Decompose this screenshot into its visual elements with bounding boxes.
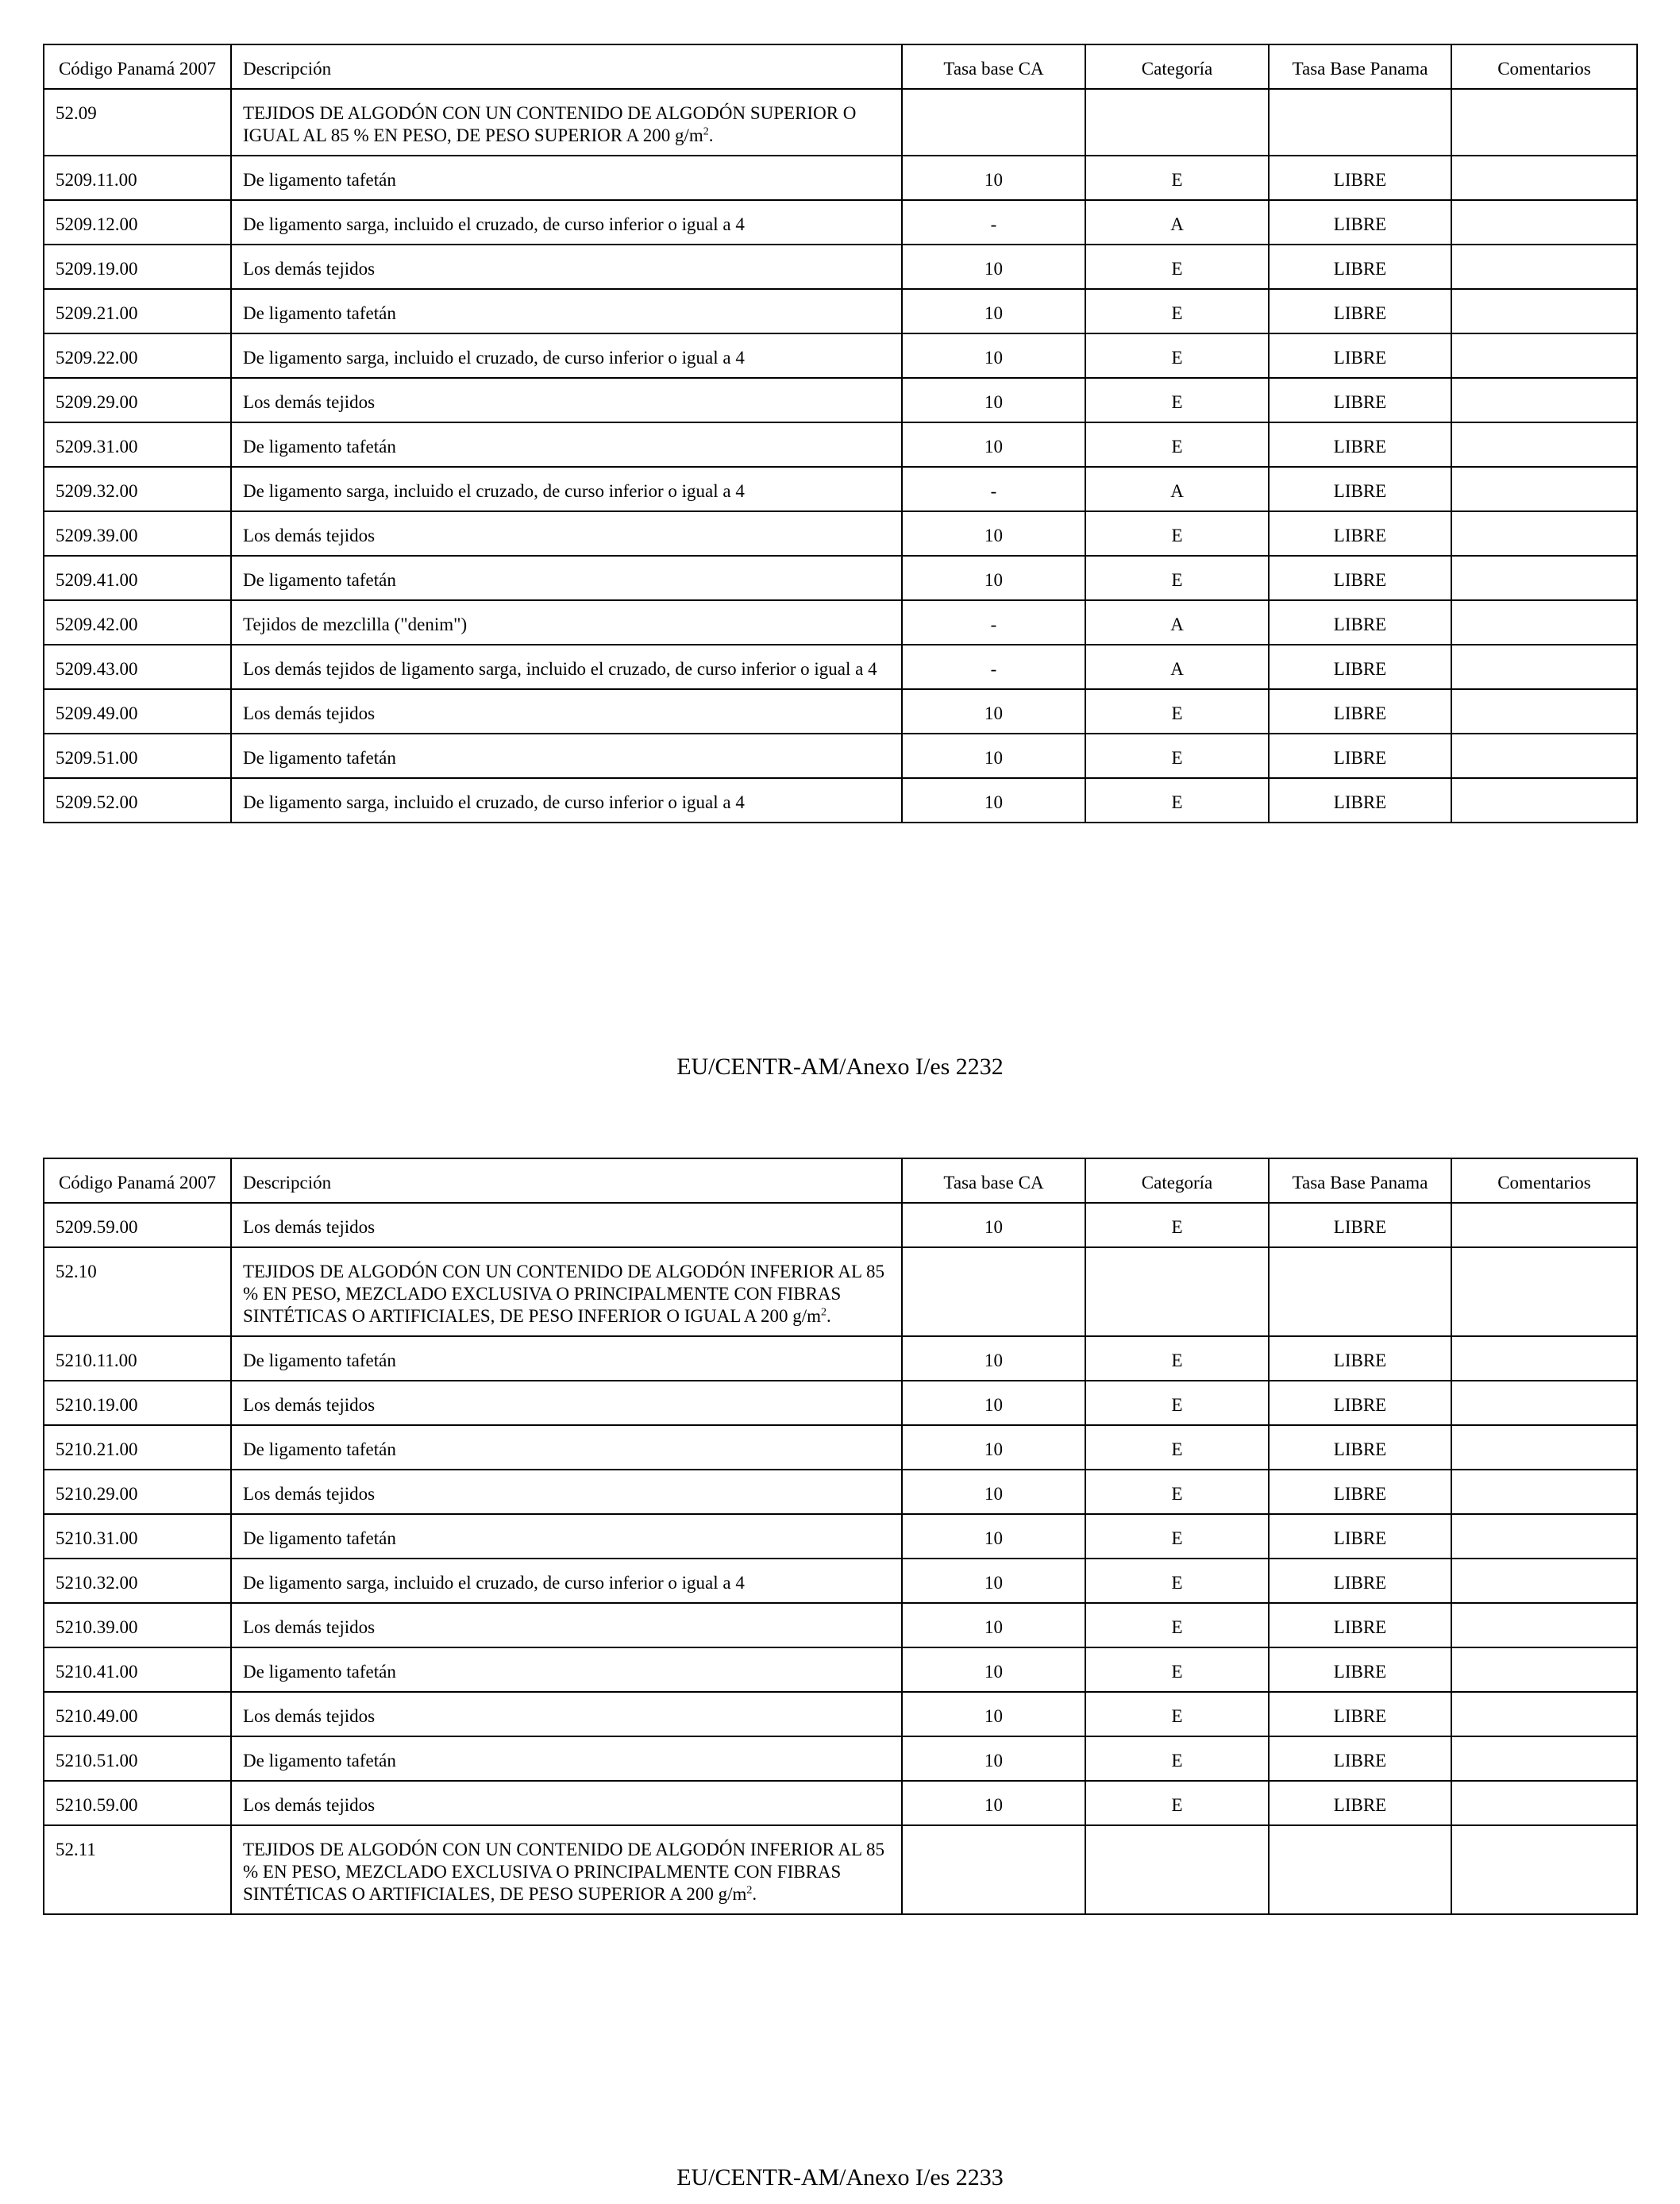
header-row <box>44 44 1637 89</box>
cell-comentarios <box>1451 1425 1637 1470</box>
cell-comentarios <box>1451 1559 1637 1603</box>
cell-comentarios <box>1451 156 1637 200</box>
cell-categoria: E <box>1085 1559 1269 1603</box>
cell-categoria: E <box>1085 556 1269 600</box>
cell-tasa-base-ca: 10 <box>902 245 1085 289</box>
table-row <box>44 467 1637 511</box>
cell-comentarios <box>1451 1736 1637 1781</box>
cell-code: 5209.52.00 <box>44 778 231 823</box>
table-row <box>44 89 1637 156</box>
cell-code: 5210.31.00 <box>44 1514 231 1559</box>
cell-description: De ligamento tafetán <box>231 156 902 200</box>
cell-categoria: E <box>1085 1381 1269 1425</box>
cell-categoria: E <box>1085 1425 1269 1470</box>
cell-code: 5209.31.00 <box>44 422 231 467</box>
table-row <box>44 1781 1637 1825</box>
description-end: . <box>708 125 714 145</box>
cell-categoria: E <box>1085 1781 1269 1825</box>
cell-comentarios <box>1451 200 1637 245</box>
cell-tasa-base-panama: LIBRE <box>1269 200 1451 245</box>
cell-code: 5209.49.00 <box>44 689 231 734</box>
header-tasa-base-ca: Tasa base CA <box>902 44 1085 89</box>
header-tasa-base-ca: Tasa base CA <box>902 1158 1085 1203</box>
cell-description: Los demás tejidos <box>231 1781 902 1825</box>
cell-tasa-base-panama: LIBRE <box>1269 556 1451 600</box>
cell-categoria: E <box>1085 689 1269 734</box>
header-tasa-base-panama: Tasa Base Panama <box>1269 44 1451 89</box>
table-row <box>44 1336 1637 1381</box>
cell-categoria: A <box>1085 200 1269 245</box>
table-row <box>44 734 1637 778</box>
cell-tasa-base-ca: 10 <box>902 1647 1085 1692</box>
description-end: . <box>752 1884 757 1904</box>
cell-comentarios <box>1451 1203 1637 1247</box>
cell-comentarios <box>1451 600 1637 645</box>
cell-description: De ligamento sarga, incluido el cruzado, de curso inferior o igual a 4 <box>231 467 902 511</box>
cell-code: 5210.11.00 <box>44 1336 231 1381</box>
cell-tasa-base-panama: LIBRE <box>1269 778 1451 823</box>
table-row <box>44 422 1637 467</box>
table-row <box>44 689 1637 734</box>
table-header <box>44 44 1637 89</box>
cell-description: Los demás tejidos <box>231 511 902 556</box>
table-row <box>44 1647 1637 1692</box>
cell-categoria: E <box>1085 1203 1269 1247</box>
cell-tasa-base-panama: LIBRE <box>1269 600 1451 645</box>
cell-code: 5209.29.00 <box>44 378 231 422</box>
cell-categoria: E <box>1085 511 1269 556</box>
cell-description: De ligamento tafetán <box>231 734 902 778</box>
cell-categoria: E <box>1085 245 1269 289</box>
cell-description: De ligamento tafetán <box>231 1514 902 1559</box>
table-row <box>44 1514 1637 1559</box>
table-row <box>44 1425 1637 1470</box>
cell-description: Los demás tejidos <box>231 1603 902 1647</box>
cell-tasa-base-panama: LIBRE <box>1269 1559 1451 1603</box>
page-footer: EU/CENTR-AM/Anexo I/es 2232 <box>676 1054 1004 1080</box>
cell-description: De ligamento tafetán <box>231 1736 902 1781</box>
cell-tasa-base-ca: 10 <box>902 734 1085 778</box>
cell-tasa-base-ca: 10 <box>902 1559 1085 1603</box>
tariff-table-page-2232 <box>43 44 1638 823</box>
cell-description: Los demás tejidos <box>231 1470 902 1514</box>
cell-categoria: E <box>1085 422 1269 467</box>
cell-tasa-base-ca: 10 <box>902 333 1085 378</box>
header-code: Código Panamá 2007 <box>44 44 231 89</box>
cell-comentarios <box>1451 1603 1637 1647</box>
cell-categoria: A <box>1085 645 1269 689</box>
cell-description: Los demás tejidos de ligamento sarga, incluido el cruzado, de curso inferior o igual a 4 <box>231 645 902 689</box>
cell-tasa-base-ca: 10 <box>902 289 1085 333</box>
table-row <box>44 600 1637 645</box>
cell-comentarios <box>1451 378 1637 422</box>
table-row <box>44 1247 1637 1336</box>
cell-code: 5209.21.00 <box>44 289 231 333</box>
cell-description: Los demás tejidos <box>231 1381 902 1425</box>
cell-tasa-base-ca: - <box>902 645 1085 689</box>
cell-tasa-base-panama: LIBRE <box>1269 1692 1451 1736</box>
table-row <box>44 200 1637 245</box>
table-row <box>44 511 1637 556</box>
cell-tasa-base-panama: LIBRE <box>1269 1647 1451 1692</box>
cell-description: De ligamento tafetán <box>231 422 902 467</box>
cell-tasa-base-ca <box>902 89 1085 156</box>
cell-categoria: E <box>1085 378 1269 422</box>
cell-comentarios <box>1451 556 1637 600</box>
cell-tasa-base-panama <box>1269 1825 1451 1914</box>
cell-tasa-base-panama <box>1269 89 1451 156</box>
cell-code: 5209.51.00 <box>44 734 231 778</box>
cell-tasa-base-panama: LIBRE <box>1269 1381 1451 1425</box>
cell-tasa-base-panama: LIBRE <box>1269 156 1451 200</box>
cell-code: 5209.59.00 <box>44 1203 231 1247</box>
table-row <box>44 289 1637 333</box>
cell-tasa-base-panama: LIBRE <box>1269 645 1451 689</box>
cell-categoria: E <box>1085 1736 1269 1781</box>
cell-categoria: A <box>1085 467 1269 511</box>
cell-comentarios <box>1451 645 1637 689</box>
cell-categoria: E <box>1085 778 1269 823</box>
table-row <box>44 645 1637 689</box>
cell-tasa-base-ca: 10 <box>902 422 1085 467</box>
cell-tasa-base-ca <box>902 1247 1085 1336</box>
cell-tasa-base-panama: LIBRE <box>1269 1781 1451 1825</box>
cell-tasa-base-panama: LIBRE <box>1269 1470 1451 1514</box>
cell-code: 5209.32.00 <box>44 467 231 511</box>
table-row <box>44 556 1637 600</box>
cell-comentarios <box>1451 1647 1637 1692</box>
cell-comentarios <box>1451 1514 1637 1559</box>
cell-tasa-base-ca: 10 <box>902 378 1085 422</box>
cell-description: De ligamento sarga, incluido el cruzado, de curso inferior o igual a 4 <box>231 333 902 378</box>
cell-description: Los demás tejidos <box>231 1203 902 1247</box>
cell-code: 5209.43.00 <box>44 645 231 689</box>
cell-tasa-base-panama <box>1269 1247 1451 1336</box>
cell-tasa-base-ca: 10 <box>902 1336 1085 1381</box>
cell-description <box>231 89 902 156</box>
table-row <box>44 778 1637 823</box>
cell-description <box>231 1247 902 1336</box>
table-row <box>44 1203 1637 1247</box>
cell-tasa-base-ca: 10 <box>902 511 1085 556</box>
cell-code: 5209.41.00 <box>44 556 231 600</box>
cell-comentarios <box>1451 778 1637 823</box>
cell-comentarios <box>1451 1247 1637 1336</box>
cell-tasa-base-ca: - <box>902 600 1085 645</box>
cell-tasa-base-panama: LIBRE <box>1269 467 1451 511</box>
cell-comentarios <box>1451 289 1637 333</box>
cell-code: 52.11 <box>44 1825 231 1914</box>
cell-categoria: E <box>1085 1336 1269 1381</box>
description-end: . <box>827 1306 831 1326</box>
cell-comentarios <box>1451 1781 1637 1825</box>
cell-tasa-base-ca: 10 <box>902 1425 1085 1470</box>
cell-tasa-base-panama: LIBRE <box>1269 289 1451 333</box>
cell-tasa-base-ca <box>902 1825 1085 1914</box>
cell-code: 5210.59.00 <box>44 1781 231 1825</box>
cell-description: De ligamento tafetán <box>231 1336 902 1381</box>
cell-tasa-base-ca: 10 <box>902 1781 1085 1825</box>
header-comentarios: Comentarios <box>1451 1158 1637 1203</box>
cell-categoria: E <box>1085 1647 1269 1692</box>
cell-code: 5209.39.00 <box>44 511 231 556</box>
cell-tasa-base-ca: - <box>902 467 1085 511</box>
cell-tasa-base-ca: 10 <box>902 1736 1085 1781</box>
cell-comentarios <box>1451 467 1637 511</box>
cell-description: Tejidos de mezclilla ("denim") <box>231 600 902 645</box>
cell-tasa-base-ca: 10 <box>902 1470 1085 1514</box>
cell-tasa-base-ca: 10 <box>902 1203 1085 1247</box>
table-row <box>44 1825 1637 1914</box>
cell-comentarios <box>1451 1336 1637 1381</box>
header-comentarios: Comentarios <box>1451 44 1637 89</box>
cell-description: De ligamento tafetán <box>231 289 902 333</box>
cell-code: 52.10 <box>44 1247 231 1336</box>
cell-categoria <box>1085 1825 1269 1914</box>
table-row <box>44 1470 1637 1514</box>
cell-tasa-base-ca: 10 <box>902 556 1085 600</box>
header-row <box>44 1158 1637 1203</box>
cell-description: De ligamento sarga, incluido el cruzado, de curso inferior o igual a 4 <box>231 778 902 823</box>
cell-categoria: E <box>1085 289 1269 333</box>
cell-code: 5210.19.00 <box>44 1381 231 1425</box>
cell-comentarios <box>1451 1381 1637 1425</box>
cell-tasa-base-ca: 10 <box>902 1603 1085 1647</box>
cell-categoria: E <box>1085 333 1269 378</box>
cell-tasa-base-ca: 10 <box>902 1514 1085 1559</box>
cell-comentarios <box>1451 1825 1637 1914</box>
cell-tasa-base-ca: 10 <box>902 1692 1085 1736</box>
description-text: TEJIDOS DE ALGODÓN CON UN CONTENIDO DE ALGODÓN SUPERIOR O IGUAL AL 85 % EN PESO, DE PESO SUPERIOR A 200 g/m <box>243 103 857 145</box>
unit-superscript: 2 <box>703 125 709 138</box>
cell-tasa-base-ca: 10 <box>902 156 1085 200</box>
table-row <box>44 1603 1637 1647</box>
cell-code: 52.09 <box>44 89 231 156</box>
cell-comentarios <box>1451 89 1637 156</box>
cell-tasa-base-panama: LIBRE <box>1269 1736 1451 1781</box>
cell-tasa-base-panama: LIBRE <box>1269 1425 1451 1470</box>
cell-categoria: A <box>1085 600 1269 645</box>
cell-code: 5210.39.00 <box>44 1603 231 1647</box>
cell-tasa-base-panama: LIBRE <box>1269 689 1451 734</box>
cell-comentarios <box>1451 245 1637 289</box>
cell-code: 5210.32.00 <box>44 1559 231 1603</box>
header-tasa-base-panama: Tasa Base Panama <box>1269 1158 1451 1203</box>
table-row <box>44 245 1637 289</box>
cell-tasa-base-panama: LIBRE <box>1269 245 1451 289</box>
cell-code: 5210.51.00 <box>44 1736 231 1781</box>
table-body <box>44 1203 1637 1914</box>
cell-tasa-base-panama: LIBRE <box>1269 1603 1451 1647</box>
cell-code: 5210.41.00 <box>44 1647 231 1692</box>
description-text: TEJIDOS DE ALGODÓN CON UN CONTENIDO DE ALGODÓN INFERIOR AL 85 % EN PESO, MEZCLADO EXCLUSIVA O PRINCIPALMENTE CON FIBRAS SINTÉTICAS O ARTIFICIALES, DE PESO SUPERIOR A 200 g/m <box>243 1840 884 1904</box>
cell-description: De ligamento tafetán <box>231 1647 902 1692</box>
table-row <box>44 1736 1637 1781</box>
header-code: Código Panamá 2007 <box>44 1158 231 1203</box>
cell-categoria: E <box>1085 1692 1269 1736</box>
cell-code: 5209.19.00 <box>44 245 231 289</box>
cell-code: 5210.21.00 <box>44 1425 231 1470</box>
cell-tasa-base-panama: LIBRE <box>1269 734 1451 778</box>
table-row <box>44 378 1637 422</box>
cell-categoria: E <box>1085 1470 1269 1514</box>
cell-description: De ligamento tafetán <box>231 556 902 600</box>
cell-description: De ligamento sarga, incluido el cruzado, de curso inferior o igual a 4 <box>231 1559 902 1603</box>
cell-tasa-base-panama: LIBRE <box>1269 1514 1451 1559</box>
header-categoria: Categoría <box>1085 1158 1269 1203</box>
cell-code: 5210.49.00 <box>44 1692 231 1736</box>
cell-tasa-base-ca: 10 <box>902 778 1085 823</box>
cell-tasa-base-panama: LIBRE <box>1269 333 1451 378</box>
cell-description: Los demás tejidos <box>231 245 902 289</box>
table-header <box>44 1158 1637 1203</box>
cell-categoria: E <box>1085 156 1269 200</box>
cell-tasa-base-panama: LIBRE <box>1269 1336 1451 1381</box>
cell-comentarios <box>1451 1692 1637 1736</box>
cell-code: 5209.12.00 <box>44 200 231 245</box>
cell-description: De ligamento sarga, incluido el cruzado, de curso inferior o igual a 4 <box>231 200 902 245</box>
cell-description: Los demás tejidos <box>231 1692 902 1736</box>
cell-code: 5209.11.00 <box>44 156 231 200</box>
cell-categoria <box>1085 89 1269 156</box>
cell-categoria: E <box>1085 1514 1269 1559</box>
page-footer: EU/CENTR-AM/Anexo I/es 2233 <box>676 2164 1004 2191</box>
header-description: Descripción <box>231 1158 902 1203</box>
cell-comentarios <box>1451 333 1637 378</box>
cell-description <box>231 1825 902 1914</box>
cell-description: Los demás tejidos <box>231 378 902 422</box>
cell-description: De ligamento tafetán <box>231 1425 902 1470</box>
cell-tasa-base-panama: LIBRE <box>1269 511 1451 556</box>
tariff-table-page-2233 <box>43 1158 1638 1915</box>
cell-code: 5209.22.00 <box>44 333 231 378</box>
table-row <box>44 1692 1637 1736</box>
cell-categoria: E <box>1085 734 1269 778</box>
cell-comentarios <box>1451 422 1637 467</box>
table-row <box>44 156 1637 200</box>
cell-code: 5209.42.00 <box>44 600 231 645</box>
cell-comentarios <box>1451 511 1637 556</box>
cell-tasa-base-ca: 10 <box>902 689 1085 734</box>
cell-tasa-base-panama: LIBRE <box>1269 378 1451 422</box>
cell-code: 5210.29.00 <box>44 1470 231 1514</box>
cell-comentarios <box>1451 734 1637 778</box>
table-body <box>44 89 1637 823</box>
unit-superscript: 2 <box>821 1306 827 1319</box>
cell-tasa-base-panama: LIBRE <box>1269 422 1451 467</box>
unit-superscript: 2 <box>746 1884 753 1897</box>
cell-description: Los demás tejidos <box>231 689 902 734</box>
header-description: Descripción <box>231 44 902 89</box>
cell-tasa-base-ca: 10 <box>902 1381 1085 1425</box>
cell-categoria: E <box>1085 1603 1269 1647</box>
cell-comentarios <box>1451 689 1637 734</box>
table-row <box>44 1381 1637 1425</box>
cell-categoria <box>1085 1247 1269 1336</box>
cell-comentarios <box>1451 1470 1637 1514</box>
description-text: TEJIDOS DE ALGODÓN CON UN CONTENIDO DE ALGODÓN INFERIOR AL 85 % EN PESO, MEZCLADO EXCLUSIVA O PRINCIPALMENTE CON FIBRAS SINTÉTICAS O ARTIFICIALES, DE PESO INFERIOR O IGUAL A 200 g/m <box>243 1262 884 1326</box>
cell-tasa-base-ca: - <box>902 200 1085 245</box>
table-row <box>44 333 1637 378</box>
header-categoria: Categoría <box>1085 44 1269 89</box>
table-row <box>44 1559 1637 1603</box>
cell-tasa-base-panama: LIBRE <box>1269 1203 1451 1247</box>
